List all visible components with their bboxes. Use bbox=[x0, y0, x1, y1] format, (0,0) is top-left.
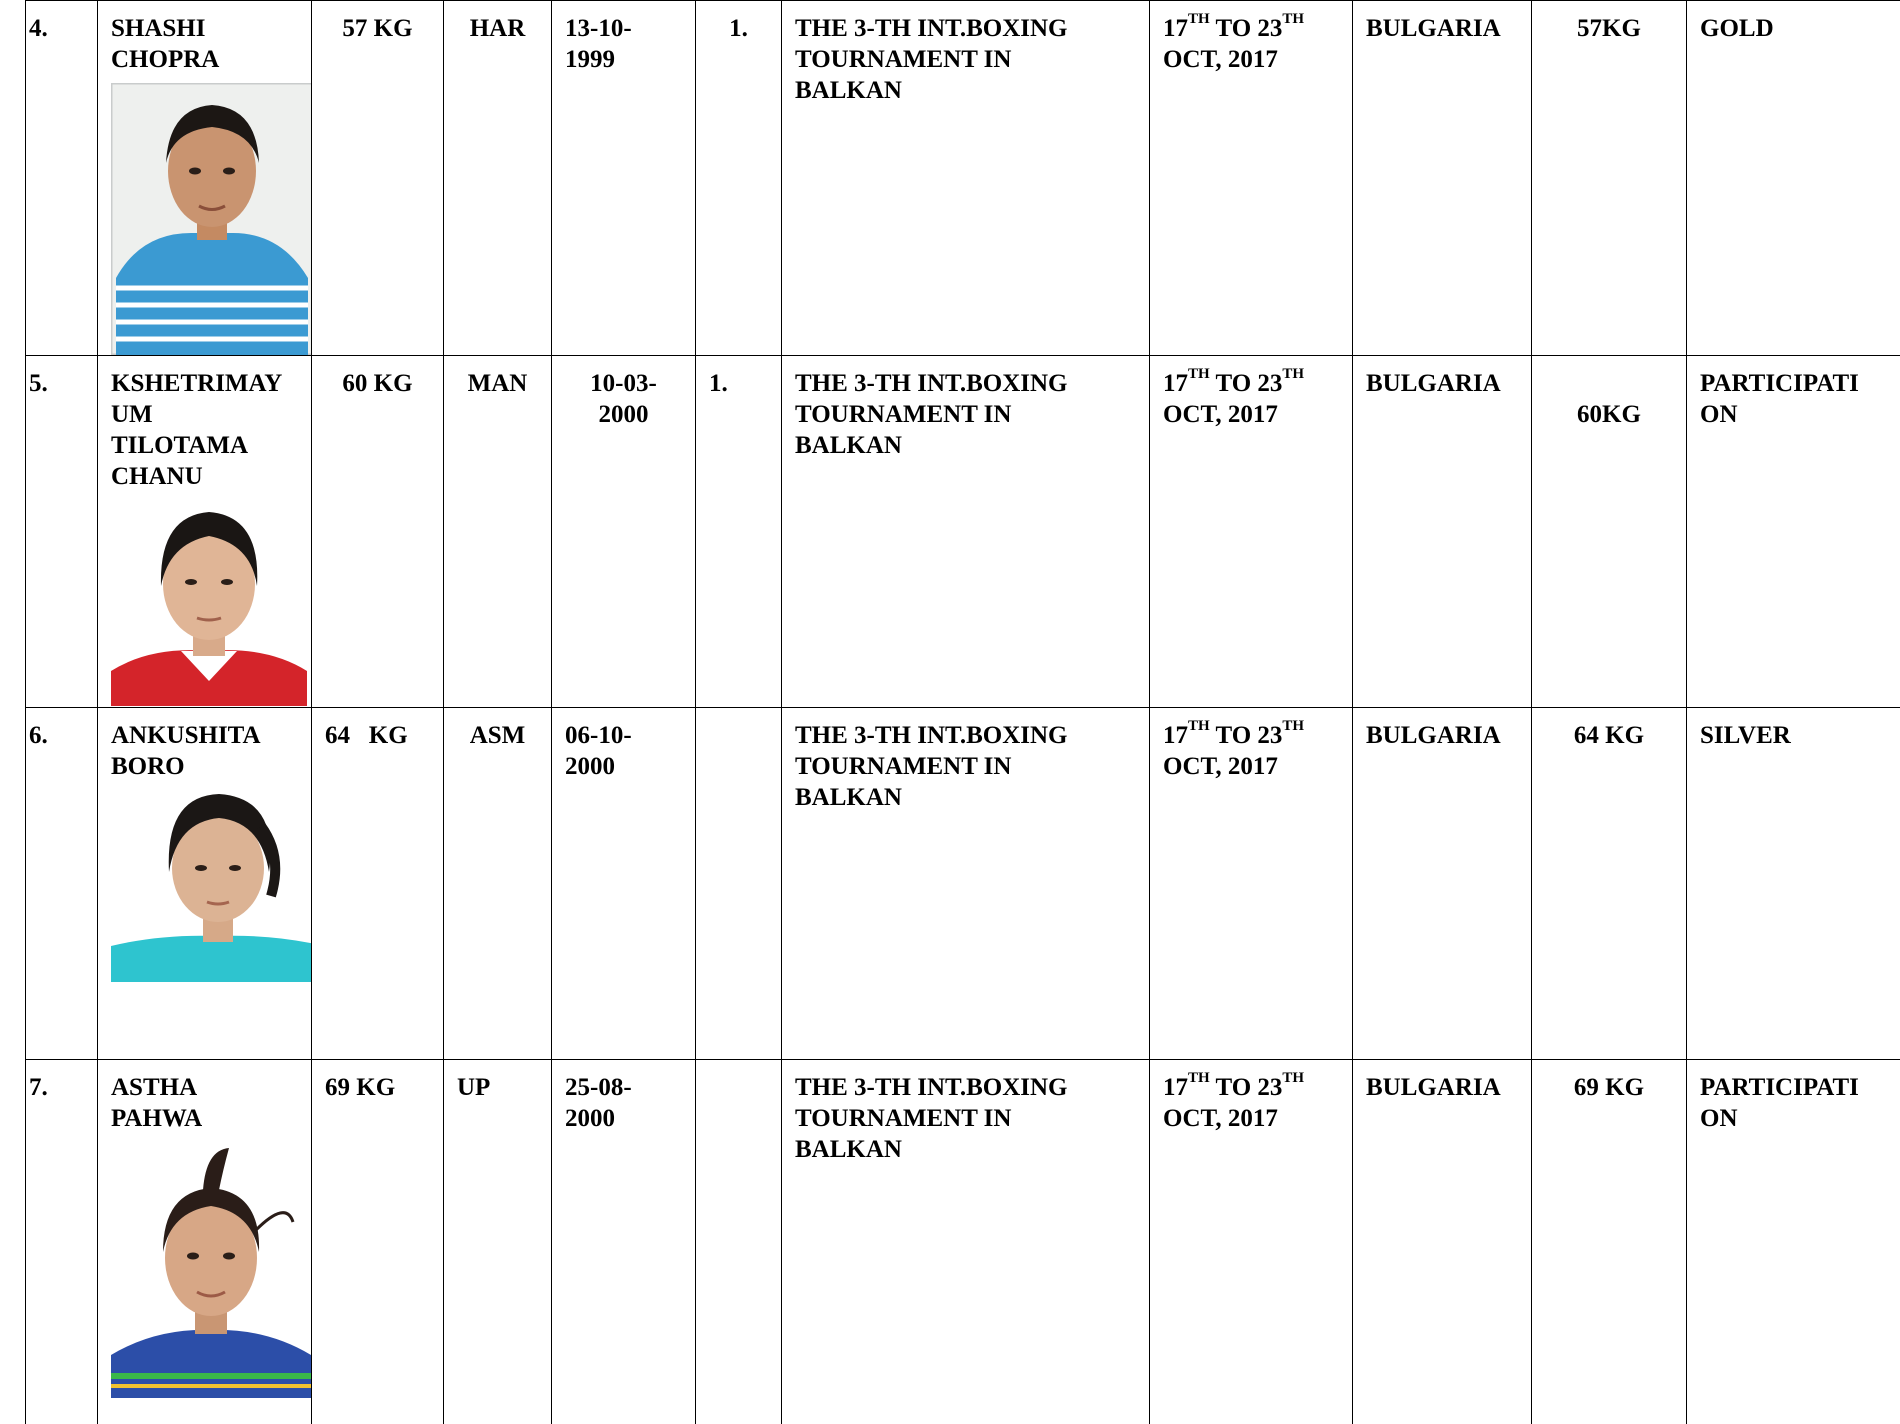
event-line: TOURNAMENT IN bbox=[795, 751, 1136, 782]
event-line: THE 3-TH INT.BOXING bbox=[795, 368, 1136, 399]
dob-line: 25-08- bbox=[565, 1072, 682, 1103]
dob-line: 10-03- bbox=[565, 368, 682, 399]
result-line: PARTICIPATI bbox=[1700, 368, 1887, 399]
dob-line: 13-10- bbox=[565, 13, 682, 44]
date-suffix: TH bbox=[1282, 1070, 1304, 1086]
event-date-cell bbox=[1150, 1060, 1353, 1424]
weight-category-cell: 57 KG bbox=[312, 1, 444, 356]
date-suffix: TH bbox=[1188, 1070, 1210, 1086]
dob-line: 06-10- bbox=[565, 720, 682, 751]
athlete-photo bbox=[111, 496, 307, 706]
athlete-name-cell bbox=[98, 708, 312, 1060]
event-cell bbox=[782, 1, 1150, 356]
athlete-name-line: CHANU bbox=[111, 461, 298, 492]
result-line: ON bbox=[1700, 399, 1887, 430]
state-cell: MAN bbox=[444, 356, 552, 708]
date-suffix: TH bbox=[1282, 11, 1304, 27]
date-suffix: TH bbox=[1188, 718, 1210, 734]
country-cell: BULGARIA bbox=[1353, 1, 1532, 356]
date-line: OCT, 2017 bbox=[1163, 399, 1339, 430]
dob-cell bbox=[552, 708, 696, 1060]
event-line: TOURNAMENT IN bbox=[795, 399, 1136, 430]
result-line: PARTICIPATI bbox=[1700, 1072, 1887, 1103]
dob-cell bbox=[552, 1, 696, 356]
date-start-day: 17 bbox=[1163, 15, 1188, 42]
date-range-text: TO 23 bbox=[1210, 370, 1283, 397]
category-value: 60KG bbox=[1545, 399, 1673, 430]
athlete-photo bbox=[111, 1140, 311, 1398]
athlete-name-line: ANKUSHITA bbox=[111, 720, 298, 751]
serial-number: 7. bbox=[26, 1060, 98, 1424]
weight-category-cell: 64 KG bbox=[312, 708, 444, 1060]
competed-category-cell: 57KG bbox=[1532, 1, 1687, 356]
athlete-name-cell bbox=[98, 1060, 312, 1424]
state-cell: UP bbox=[444, 1060, 552, 1424]
state-cell: HAR bbox=[444, 1, 552, 356]
state-cell: ASM bbox=[444, 708, 552, 1060]
date-suffix: TH bbox=[1188, 11, 1210, 27]
result-cell: SILVER bbox=[1687, 708, 1900, 1060]
event-number-cell: 1. bbox=[696, 1, 782, 356]
table-row bbox=[26, 1060, 1900, 1424]
dob-line: 2000 bbox=[565, 1103, 682, 1134]
athlete-name-line: BORO bbox=[111, 751, 298, 782]
result-cell: GOLD bbox=[1687, 1, 1900, 356]
athlete-name-line: SHASHI bbox=[111, 13, 298, 44]
results-table bbox=[25, 0, 1900, 1424]
result-cell bbox=[1687, 1060, 1900, 1424]
event-date-cell bbox=[1150, 1, 1353, 356]
date-line: OCT, 2017 bbox=[1163, 44, 1339, 75]
dob-line: 2000 bbox=[565, 751, 682, 782]
event-cell bbox=[782, 1060, 1150, 1424]
athlete-photo bbox=[111, 83, 312, 355]
event-line: BALKAN bbox=[795, 782, 1136, 813]
athlete-name-line: CHOPRA bbox=[111, 44, 298, 75]
event-number-cell bbox=[696, 708, 782, 1060]
event-line: TOURNAMENT IN bbox=[795, 1103, 1136, 1134]
event-line: BALKAN bbox=[795, 1134, 1136, 1165]
weight-category-cell: 69 KG bbox=[312, 1060, 444, 1424]
date-line bbox=[1163, 720, 1339, 751]
event-date-cell bbox=[1150, 356, 1353, 708]
event-cell bbox=[782, 356, 1150, 708]
athlete-name-line: UM bbox=[111, 399, 298, 430]
event-date-cell bbox=[1150, 708, 1353, 1060]
event-number-cell: 1. bbox=[696, 356, 782, 708]
event-number-cell bbox=[696, 1060, 782, 1424]
date-suffix: TH bbox=[1282, 366, 1304, 382]
athlete-name-line: TILOTAMA bbox=[111, 430, 298, 461]
dob-cell bbox=[552, 1060, 696, 1424]
serial-number: 6. bbox=[26, 708, 98, 1060]
country-cell: BULGARIA bbox=[1353, 356, 1532, 708]
date-range-text: TO 23 bbox=[1210, 722, 1283, 749]
event-line: THE 3-TH INT.BOXING bbox=[795, 1072, 1136, 1103]
serial-number: 4. bbox=[26, 1, 98, 356]
serial-number: 5. bbox=[26, 356, 98, 708]
result-cell bbox=[1687, 356, 1900, 708]
date-line bbox=[1163, 368, 1339, 399]
table-row bbox=[26, 356, 1900, 708]
country-cell: BULGARIA bbox=[1353, 708, 1532, 1060]
competed-category-cell: 64 KG bbox=[1532, 708, 1687, 1060]
country-cell: BULGARIA bbox=[1353, 1060, 1532, 1424]
date-range-text: TO 23 bbox=[1210, 1074, 1283, 1101]
event-line: THE 3-TH INT.BOXING bbox=[795, 720, 1136, 751]
dob-line: 1999 bbox=[565, 44, 682, 75]
athlete-name-line: ASTHA bbox=[111, 1072, 298, 1103]
event-line: TOURNAMENT IN bbox=[795, 44, 1136, 75]
weight-category-cell: 60 KG bbox=[312, 356, 444, 708]
athlete-name-line: KSHETRIMAY bbox=[111, 368, 298, 399]
athlete-name-line: PAHWA bbox=[111, 1103, 298, 1134]
date-suffix: TH bbox=[1188, 366, 1210, 382]
table-row bbox=[26, 1, 1900, 356]
table-row bbox=[26, 708, 1900, 1060]
date-line bbox=[1163, 1072, 1339, 1103]
date-suffix: TH bbox=[1282, 718, 1304, 734]
date-line bbox=[1163, 13, 1339, 44]
dob-cell bbox=[552, 356, 696, 708]
result-line: ON bbox=[1700, 1103, 1887, 1134]
competed-category-cell bbox=[1532, 356, 1687, 708]
event-cell bbox=[782, 708, 1150, 1060]
athlete-photo bbox=[111, 786, 312, 982]
date-range-text: TO 23 bbox=[1210, 15, 1283, 42]
date-line: OCT, 2017 bbox=[1163, 751, 1339, 782]
date-line: OCT, 2017 bbox=[1163, 1103, 1339, 1134]
competed-category-cell: 69 KG bbox=[1532, 1060, 1687, 1424]
event-line: BALKAN bbox=[795, 75, 1136, 106]
event-line: BALKAN bbox=[795, 430, 1136, 461]
dob-line: 2000 bbox=[565, 399, 682, 430]
athlete-name-cell bbox=[98, 1, 312, 356]
athlete-name-cell bbox=[98, 356, 312, 708]
date-start-day: 17 bbox=[1163, 722, 1188, 749]
date-start-day: 17 bbox=[1163, 1074, 1188, 1101]
event-line: THE 3-TH INT.BOXING bbox=[795, 13, 1136, 44]
date-start-day: 17 bbox=[1163, 370, 1188, 397]
